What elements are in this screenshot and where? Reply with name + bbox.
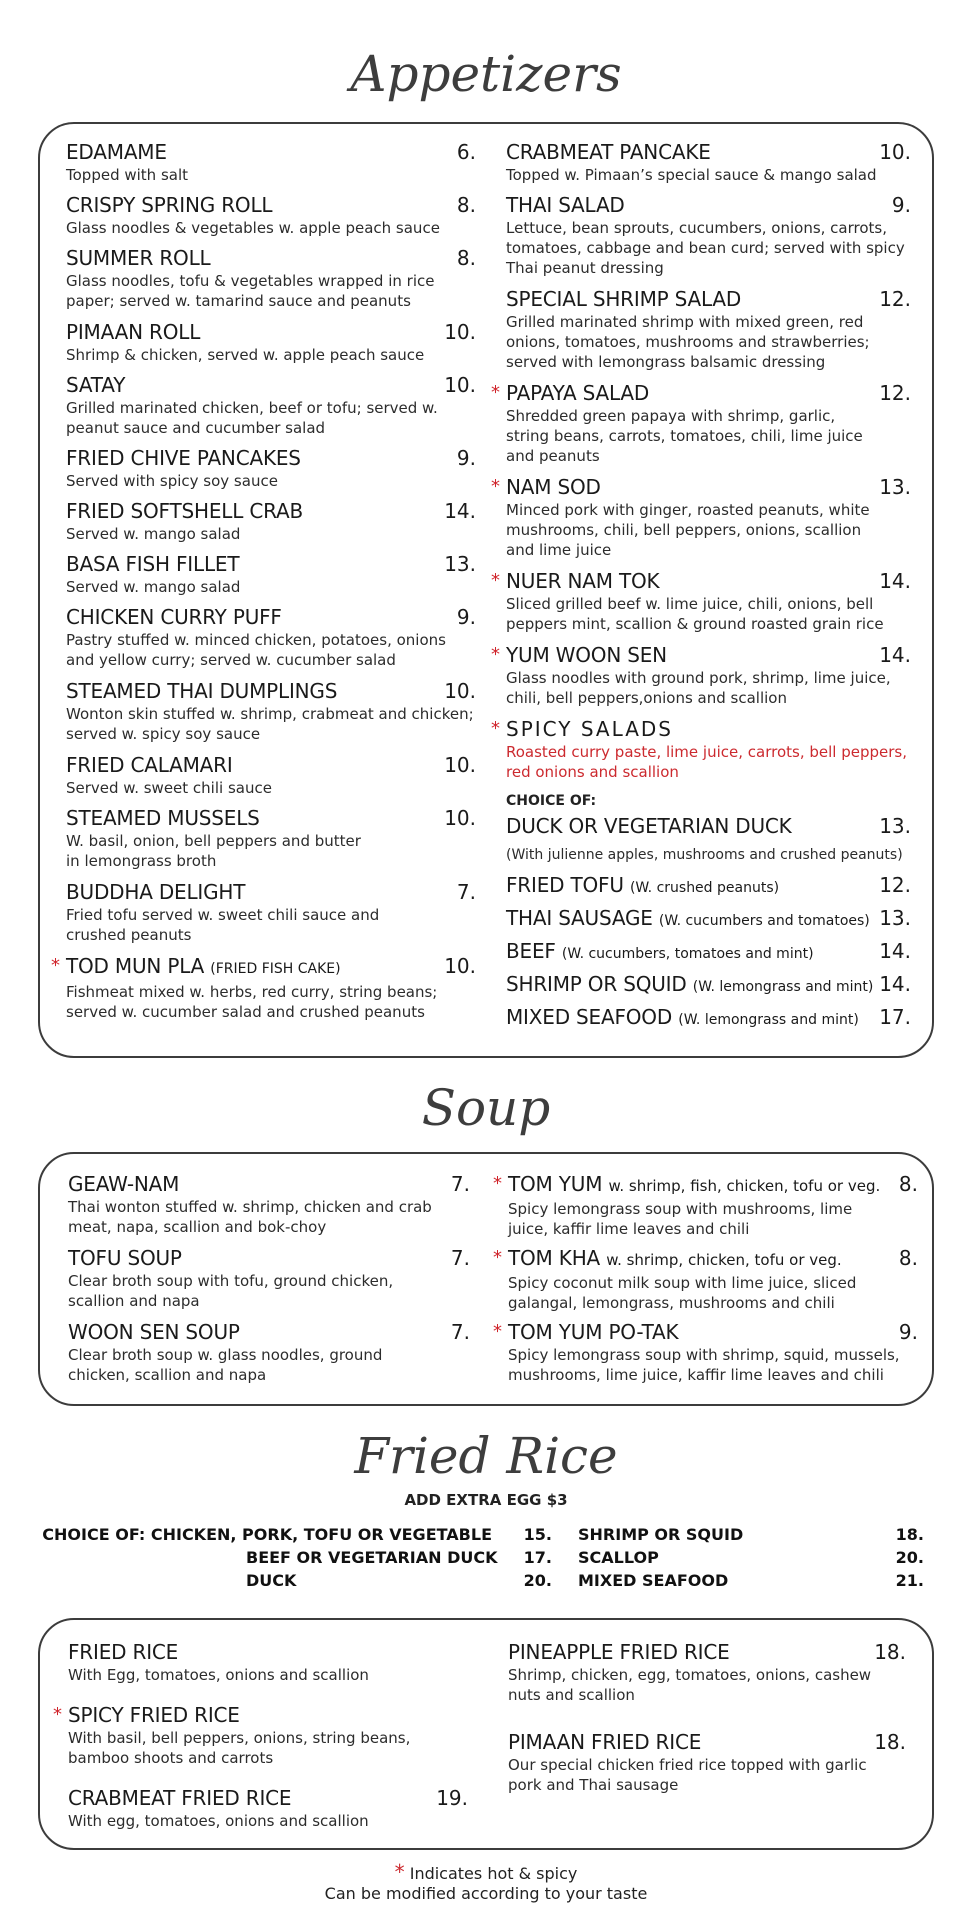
menu-item [68, 1320, 470, 1385]
option-subtitle: (W. lemongrass and mint) [692, 979, 874, 995]
fried-rice-box [38, 1618, 934, 1850]
item-description: With basil, bell peppers, onions, string beans, bamboo shoots and carrots [68, 1729, 411, 1767]
salad-option [506, 873, 911, 900]
item-description: Served with spicy soy sauce [66, 472, 278, 490]
item-name: TOM YUM w. shrimp, fish, chicken, tofu or veg. [508, 1172, 881, 1196]
item-price: 6. [456, 140, 476, 164]
menu-item [53, 1703, 468, 1768]
menu-item [66, 552, 476, 597]
item-description: Lettuce, bean sprouts, cucumbers, onions, carrots, tomatoes, cabbage and bean curd; served with spicy Thai peanut dressing [506, 219, 905, 277]
menu-item [506, 287, 911, 372]
item-description: Wonton skin stuffed w. shrimp, crabmeat and chicken; served w. spicy soy sauce [66, 705, 474, 743]
option-note: (With julienne apples, mushrooms and crushed peanuts) [506, 847, 903, 863]
spicy-star-icon: * [394, 1860, 405, 1884]
item-description: Grilled marinated shrimp with mixed green, red onions, tomatoes, mushrooms and strawberries; served with lemongrass balsamic dressing [506, 313, 870, 371]
menu-item [66, 446, 476, 491]
item-price: 19. [436, 1786, 468, 1810]
option-price: 17. [879, 1005, 911, 1029]
item-description: Topped with salt [66, 166, 188, 184]
menu-item [491, 475, 911, 560]
salad-option [506, 814, 911, 838]
item-name: PIMAAN ROLL [66, 320, 201, 344]
item-name: TOM YUM PO-TAK [508, 1320, 679, 1344]
choice-label: CHOICE OF: CHICKEN, PORK, TOFU OR VEGETABLE [42, 1525, 492, 1544]
option-subtitle: (W. cucumbers, tomatoes and mint) [561, 946, 814, 962]
item-name: WOON SEN SOUP [68, 1320, 240, 1344]
item-name: FRIED SOFTSHELL CRAB [66, 499, 303, 523]
item-price: 8. [456, 246, 476, 270]
option-price: 14. [879, 939, 911, 963]
item-subtitle: (FRIED FISH CAKE) [210, 961, 341, 977]
item-price: 13. [879, 475, 911, 499]
choice-price: 20. [895, 1548, 924, 1567]
item-description: Our special chicken fried rice topped with garlic pork and Thai sausage [508, 1756, 867, 1794]
menu-item [66, 140, 476, 185]
item-price: 8. [898, 1172, 918, 1196]
item-description: Fishmeat mixed w. herbs, red curry, string beans; served w. cucumber salad and crushed peanuts [66, 983, 438, 1021]
option-price: 14. [879, 972, 911, 996]
item-price: 7. [450, 1172, 470, 1196]
salad-option-note [506, 844, 911, 865]
spicy-salads-section [491, 717, 911, 810]
menu-item [493, 1172, 918, 1239]
spicy-salads-description: Roasted curry paste, lime juice, carrots, bell peppers, red onions and scallion [506, 743, 907, 781]
spicy-star-icon: * [51, 955, 60, 976]
item-name: PINEAPPLE FRIED RICE [508, 1640, 730, 1664]
item-description: Pastry stuffed w. minced chicken, potatoes, onions and yellow curry; served w. cucumber salad [66, 631, 446, 669]
item-price: 18. [874, 1730, 906, 1754]
item-name: YUM WOON SEN [506, 643, 667, 667]
item-price: 10. [879, 140, 911, 164]
option-name: THAI SAUSAGE (W. cucumbers and tomatoes) [506, 906, 870, 930]
option-subtitle: (W. crushed peanuts) [629, 880, 780, 896]
menu-item [506, 140, 911, 185]
item-description: Shredded green papaya with shrimp, garlic, string beans, carrots, tomatoes, chili, lime juice and peanuts [506, 407, 863, 465]
item-description: With Egg, tomatoes, onions and scallion [68, 1666, 369, 1684]
spicy-star-icon: * [491, 382, 500, 403]
item-name: NUER NAM TOK [506, 569, 660, 593]
item-price: 8. [898, 1246, 918, 1270]
item-price: 9. [456, 605, 476, 629]
menu-item [66, 605, 476, 670]
item-description: W. basil, onion, bell peppers and butter in lemongrass broth [66, 832, 361, 870]
item-name: TOD MUN PLA (FRIED FISH CAKE) [66, 954, 341, 978]
salad-option [506, 906, 911, 933]
item-name: PIMAAN FRIED RICE [508, 1730, 702, 1754]
spicy-star-icon: * [493, 1321, 502, 1342]
item-name: FRIED CHIVE PANCAKES [66, 446, 301, 470]
spicy-star-icon: * [491, 718, 500, 739]
item-name: BUDDHA DELIGHT [66, 880, 246, 904]
salad-option [506, 939, 911, 966]
item-price: 9. [891, 193, 911, 217]
menu-item [508, 1640, 906, 1705]
item-price: 14. [879, 643, 911, 667]
item-name: STEAMED THAI DUMPLINGS [66, 679, 338, 703]
menu-item [493, 1320, 918, 1385]
item-name: CRISPY SPRING ROLL [66, 193, 273, 217]
menu-item [51, 954, 476, 1022]
choice-price: 15. [523, 1525, 552, 1544]
menu-item [66, 880, 476, 945]
spicy-star-icon: * [491, 644, 500, 665]
item-price: 10. [444, 373, 476, 397]
option-price: 13. [879, 906, 911, 930]
item-description: Spicy coconut milk soup with lime juice, sliced galangal, lemongrass, mushrooms and chili [508, 1274, 857, 1312]
option-price: 12. [879, 873, 911, 897]
menu-item [506, 193, 911, 278]
menu-item [491, 643, 911, 708]
soup-heading: Soup [421, 1079, 551, 1137]
item-name: PAPAYA SALAD [506, 381, 650, 405]
item-price: 10. [444, 753, 476, 777]
choice-label: DUCK [246, 1571, 297, 1590]
item-description: Clear broth soup with tofu, ground chicken, scallion and napa [68, 1272, 394, 1310]
item-description: Shrimp & chicken, served w. apple peach sauce [66, 346, 425, 364]
item-price: 10. [444, 679, 476, 703]
item-name: NAM SOD [506, 475, 601, 499]
item-name: TOFU SOUP [68, 1246, 182, 1270]
item-description: Glass noodles & vegetables w. apple peach sauce [66, 219, 440, 237]
item-price: 9. [456, 446, 476, 470]
item-description: Sliced grilled beef w. lime juice, chili, onions, bell peppers mint, scallion & ground roasted grain rice [506, 595, 884, 633]
option-name: DUCK OR VEGETARIAN DUCK [506, 814, 792, 838]
item-name: EDAMAME [66, 140, 167, 164]
menu-item [66, 373, 476, 438]
option-name: MIXED SEAFOOD (W. lemongrass and mint) [506, 1005, 859, 1029]
item-price: 8. [456, 193, 476, 217]
menu-item [66, 806, 476, 871]
item-name: TOM KHA w. shrimp, chicken, tofu or veg. [508, 1246, 842, 1270]
menu-item [493, 1246, 918, 1313]
soup-box [38, 1152, 934, 1406]
item-price: 7. [450, 1246, 470, 1270]
item-name: CRABMEAT FRIED RICE [68, 1786, 292, 1810]
choice-price: 20. [523, 1571, 552, 1590]
modification-note: Can be modified according to your taste [324, 1884, 648, 1903]
option-subtitle: (W. lemongrass and mint) [678, 1012, 859, 1028]
fried-rice-heading: Fried Rice [354, 1427, 618, 1485]
salad-option [506, 1005, 911, 1032]
option-subtitle: (W. cucumbers and tomatoes) [658, 913, 870, 929]
item-subtitle: w. shrimp, chicken, tofu or veg. [606, 1251, 842, 1269]
choice-label: SCALLOP [578, 1548, 659, 1567]
menu-item [68, 1786, 468, 1831]
menu-item [68, 1172, 470, 1237]
spicy-legend-text: Indicates hot & spicy [409, 1864, 578, 1883]
spicy-star-icon: * [491, 570, 500, 591]
menu-item [66, 193, 476, 238]
item-name: FRIED CALAMARI [66, 753, 233, 777]
item-price: 7. [456, 880, 476, 904]
choice-label: MIXED SEAFOOD [578, 1571, 729, 1590]
item-description: Spicy lemongrass soup with mushrooms, lime juice, kaffir lime leaves and chili [508, 1200, 853, 1238]
item-price: 7. [450, 1320, 470, 1344]
option-price: 13. [879, 814, 911, 838]
item-price: 18. [874, 1640, 906, 1664]
item-price: 10. [444, 320, 476, 344]
item-name: THAI SALAD [506, 193, 625, 217]
menu-item [66, 679, 476, 744]
spicy-star-icon: * [53, 1704, 62, 1725]
item-name: STEAMED MUSSELS [66, 806, 260, 830]
item-subtitle: w. shrimp, fish, chicken, tofu or veg. [608, 1177, 881, 1195]
item-name: CHICKEN CURRY PUFF [66, 605, 282, 629]
item-description: Glass noodles with ground pork, shrimp, lime juice, chili, bell peppers,onions and scallion [506, 669, 891, 707]
choice-label: SHRIMP OR SQUID [578, 1525, 744, 1544]
choice-of-label: CHOICE OF: [506, 793, 597, 809]
menu-item [66, 499, 476, 544]
choice-price: 18. [895, 1525, 924, 1544]
menu-item [491, 381, 911, 466]
choice-label: BEEF OR VEGETARIAN DUCK [246, 1548, 498, 1567]
salad-option [506, 972, 911, 999]
item-name: SPECIAL SHRIMP SALAD [506, 287, 742, 311]
menu-item [68, 1246, 470, 1311]
item-name: BASA FISH FILLET [66, 552, 240, 576]
item-name: SUMMER ROLL [66, 246, 211, 270]
item-name: CRABMEAT PANCAKE [506, 140, 711, 164]
item-name: SATAY [66, 373, 126, 397]
appetizers-heading: Appetizers [350, 45, 622, 103]
option-name: BEEF (W. cucumbers, tomatoes and mint) [506, 939, 814, 963]
item-name: FRIED RICE [68, 1640, 179, 1664]
item-price: 10. [444, 806, 476, 830]
spicy-star-icon: * [491, 476, 500, 497]
spicy-legend [0, 1862, 972, 1884]
menu-item [66, 753, 476, 798]
item-description: Shrimp, chicken, egg, tomatoes, onions, cashew nuts and scallion [508, 1666, 872, 1704]
item-description: Fried tofu served w. sweet chili sauce and crushed peanuts [66, 906, 380, 944]
item-price: 12. [879, 381, 911, 405]
item-price: 12. [879, 287, 911, 311]
appetizers-box [38, 122, 934, 1058]
choice-price: 21. [895, 1571, 924, 1590]
item-description: Thai wonton stuffed w. shrimp, chicken and crab meat, napa, scallion and bok-choy [68, 1198, 432, 1236]
menu-item [508, 1730, 906, 1795]
item-description: Grilled marinated chicken, beef or tofu; served w. peanut sauce and cucumber salad [66, 399, 438, 437]
option-name: SHRIMP OR SQUID (W. lemongrass and mint) [506, 972, 874, 996]
item-description: Served w. sweet chili sauce [66, 779, 272, 797]
item-description: Minced pork with ginger, roasted peanuts, white mushrooms, chili, bell peppers, onions, scallion and lime juice [506, 501, 870, 559]
item-description: Clear broth soup w. glass noodles, ground chicken, scallion and napa [68, 1346, 383, 1384]
spicy-star-icon: * [493, 1247, 502, 1268]
spicy-salads-title: SPICY SALADS [506, 717, 673, 741]
menu-item [68, 1640, 468, 1685]
item-description: With egg, tomatoes, onions and scallion [68, 1812, 369, 1830]
item-price: 13. [444, 552, 476, 576]
item-description: Served w. mango salad [66, 578, 241, 596]
item-description: Topped w. Pimaan’s special sauce & mango salad [506, 166, 877, 184]
item-price: 9. [898, 1320, 918, 1344]
add-extra-egg-note: ADD EXTRA EGG $3 [404, 1491, 568, 1509]
choice-price: 17. [523, 1548, 552, 1567]
spicy-star-icon: * [493, 1173, 502, 1194]
menu-item [66, 246, 476, 311]
item-description: Glass noodles, tofu & vegetables wrapped in rice paper; served w. tamarind sauce and peanuts [66, 272, 435, 310]
menu-item [66, 320, 476, 365]
option-name: FRIED TOFU (W. crushed peanuts) [506, 873, 780, 897]
menu-item [491, 569, 911, 634]
item-price: 10. [444, 954, 476, 978]
item-price: 14. [879, 569, 911, 593]
item-description: Spicy lemongrass soup with shrimp, squid, mussels, mushrooms, lime juice, kaffir lime leaves and chili [508, 1346, 900, 1384]
item-price: 14. [444, 499, 476, 523]
item-name: SPICY FRIED RICE [68, 1703, 240, 1727]
item-name: GEAW-NAM [68, 1172, 180, 1196]
item-description: Served w. mango salad [66, 525, 241, 543]
